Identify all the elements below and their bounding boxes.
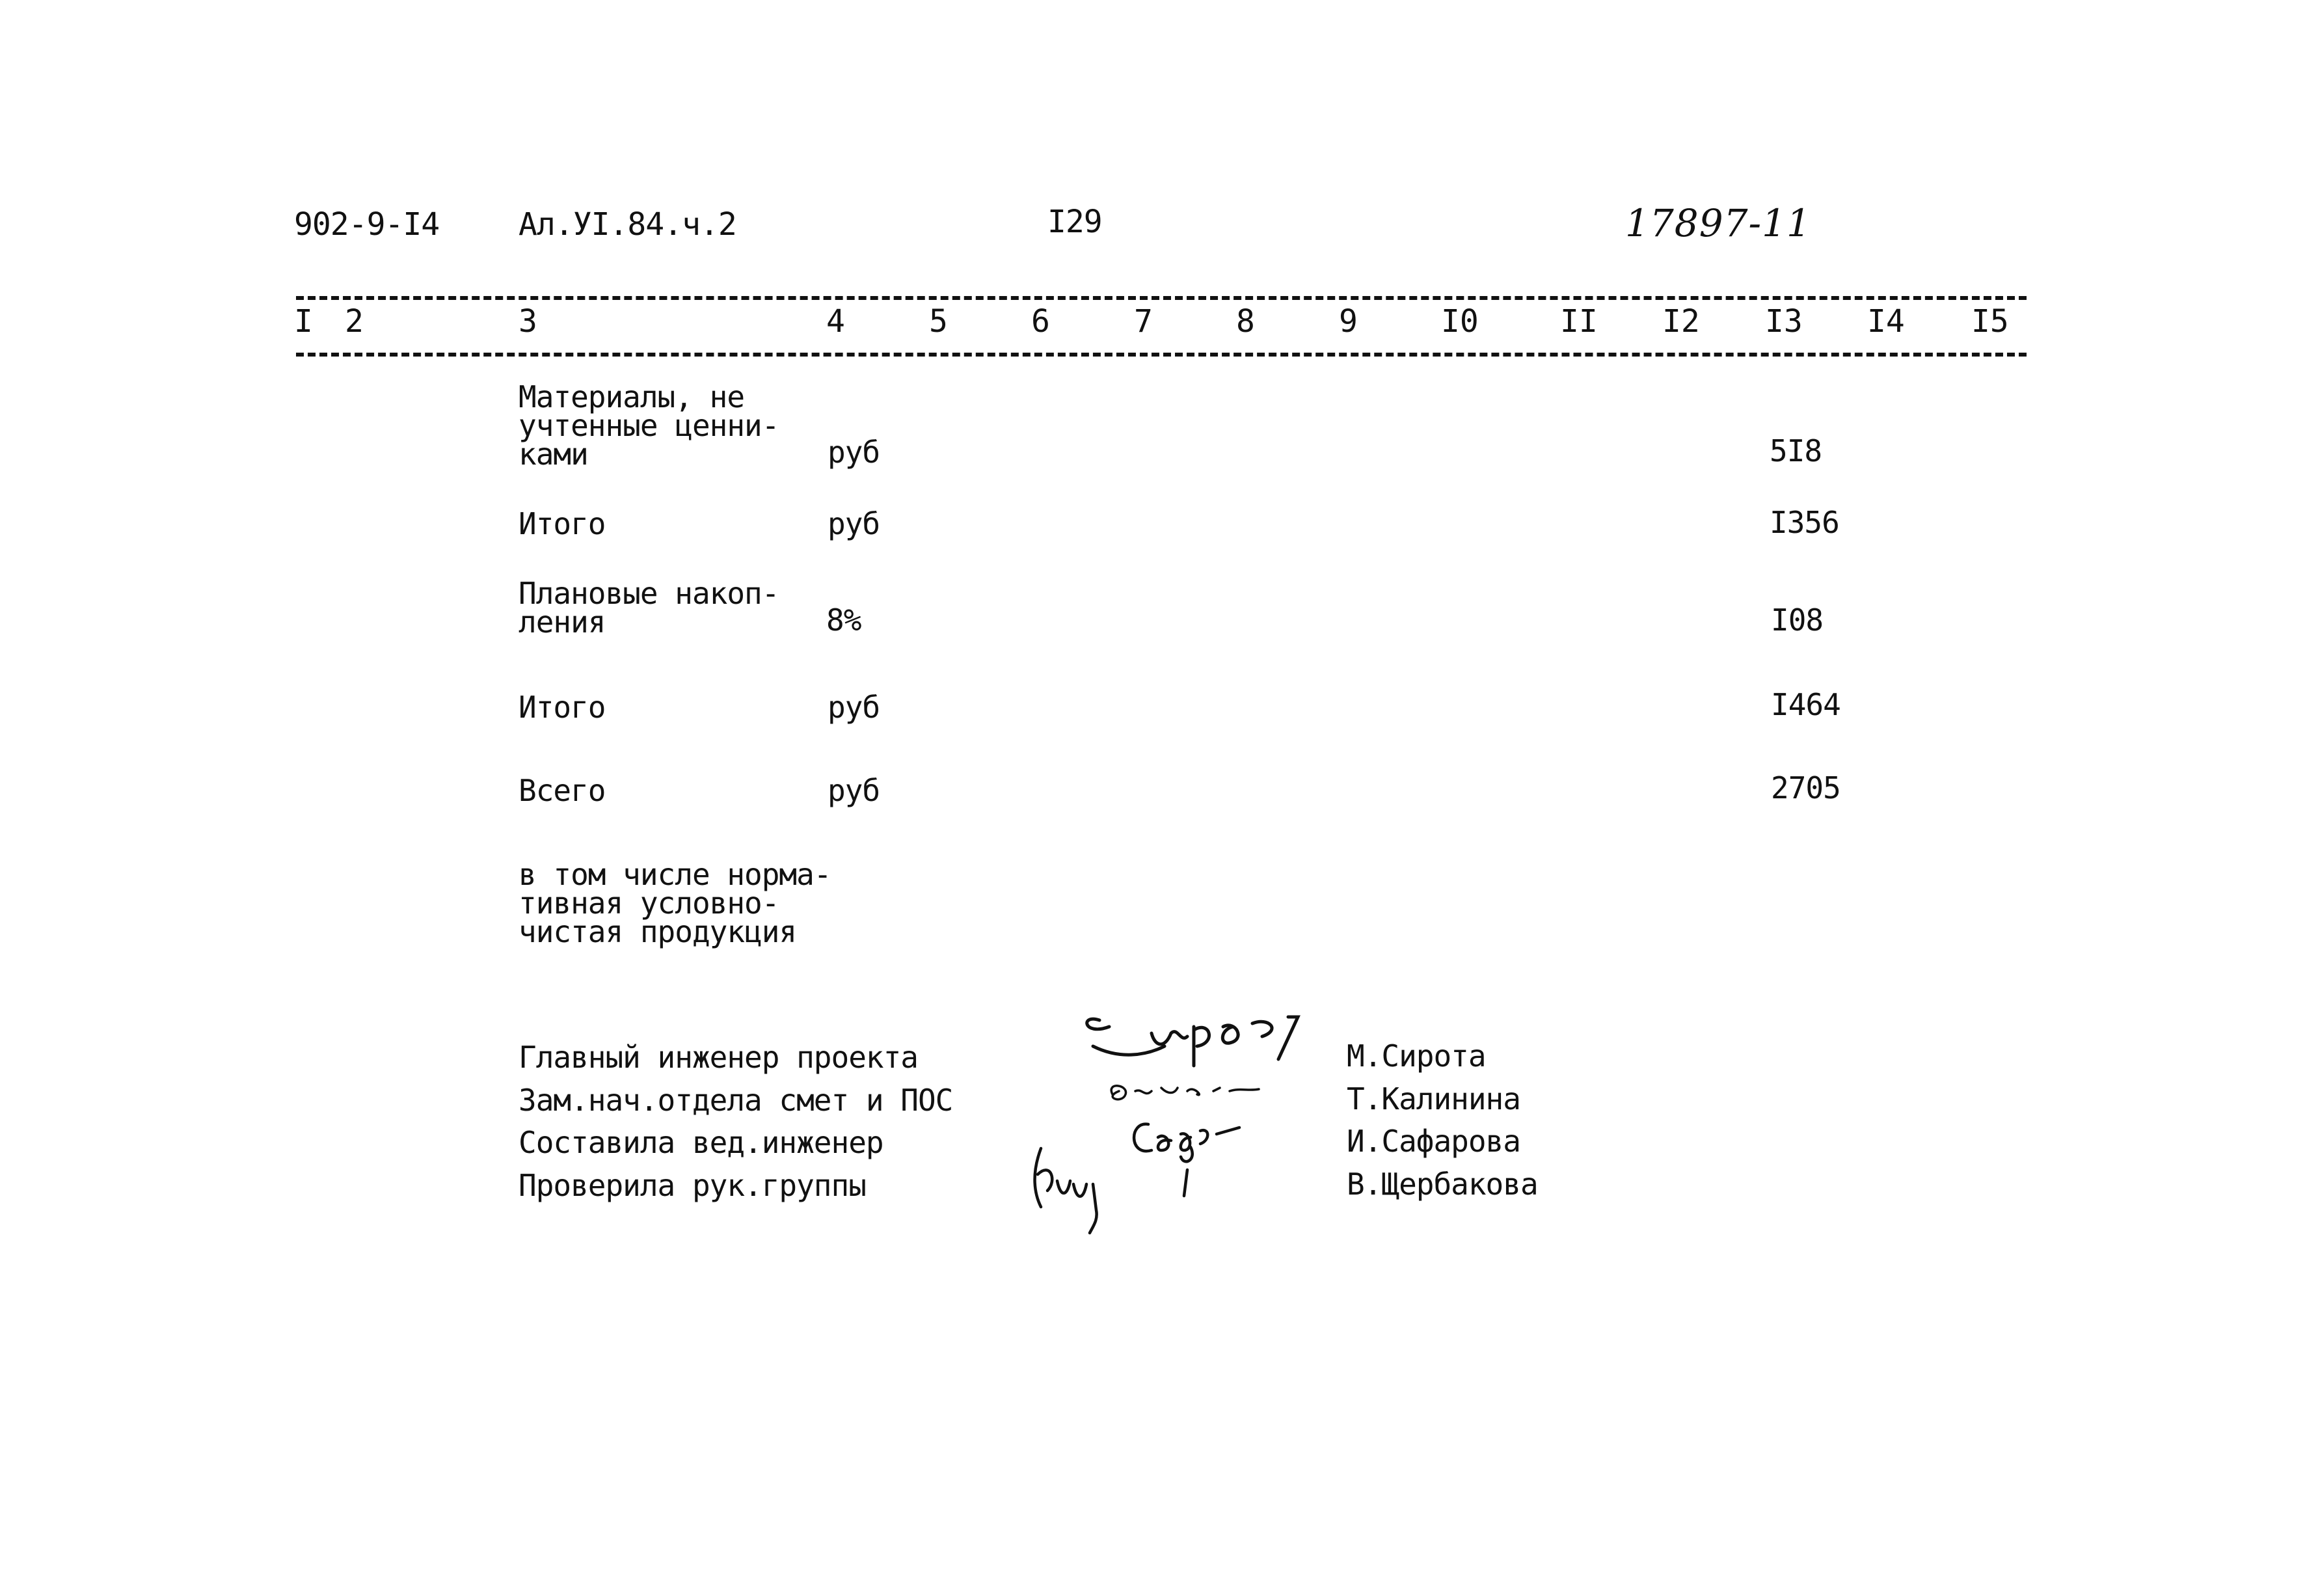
column-number: 3 <box>519 303 537 340</box>
document-number: 17897-11 <box>1625 201 1811 245</box>
signature-role: Составила вед.инженер <box>519 1125 883 1160</box>
column-number: I4 <box>1867 303 1905 340</box>
row-unit: руб <box>828 773 880 808</box>
signature-mark-kalinina <box>1099 1075 1269 1107</box>
column-number: 5 <box>929 303 948 340</box>
signature-name: И.Сафарова <box>1347 1124 1520 1159</box>
row-unit: 8% <box>826 602 861 638</box>
row-value: 2705 <box>1771 770 1840 805</box>
signature-role: Главный инженер проекта <box>519 1040 918 1075</box>
row-label-line: чистая продукция <box>519 914 797 949</box>
row-label-line: ления <box>519 604 606 640</box>
column-number: 2 <box>345 303 364 340</box>
column-number: 8 <box>1236 303 1255 340</box>
signature-name: В.Щербакова <box>1347 1167 1538 1202</box>
row-label-line: ками <box>519 437 588 472</box>
column-number: I5 <box>1971 303 2009 340</box>
signature-role: Проверила рук.группы <box>519 1168 866 1203</box>
row-unit: руб <box>828 506 880 541</box>
column-number: I <box>294 303 313 340</box>
row-label: Всего <box>519 773 606 808</box>
signature-name: Т.Калинина <box>1347 1081 1520 1116</box>
row-label-line: тивная условно- <box>519 886 779 921</box>
column-number: 4 <box>826 303 845 340</box>
page-number: I29 <box>1047 204 1102 240</box>
row-label <box>519 857 883 949</box>
row-value: I356 <box>1770 505 1839 540</box>
column-number: 7 <box>1134 303 1153 340</box>
row-label-line: в том числе норма- <box>519 857 831 892</box>
column-number: 6 <box>1031 303 1050 340</box>
signature-mark-shcherbakova <box>1021 1135 1132 1239</box>
row-unit: руб <box>828 690 880 725</box>
row-label-line: учтенные ценни- <box>519 408 779 443</box>
column-number: I2 <box>1662 303 1700 340</box>
project-code: 902-9-I4 <box>294 206 440 243</box>
album-reference: Ал.УI.84.ч.2 <box>519 206 736 243</box>
signature-mark-safarova <box>1119 1111 1262 1202</box>
row-label-line: Плановые накоп- <box>519 576 779 611</box>
row-label: Итого <box>519 690 606 725</box>
row-label: Итого <box>519 506 606 541</box>
signature-name: М.Сирота <box>1347 1038 1486 1074</box>
signature-role: Зам.нач.отдела смет и ПОС <box>519 1083 953 1118</box>
column-number: 9 <box>1339 303 1358 340</box>
row-unit: руб <box>828 435 880 470</box>
top-dashed-rule <box>296 296 2027 300</box>
column-number: I3 <box>1765 303 1803 340</box>
bottom-dashed-rule <box>296 353 2027 357</box>
signature-mark-sirota <box>1073 1007 1321 1085</box>
row-label-line: Материалы, не <box>519 379 745 414</box>
column-number: I0 <box>1441 303 1479 340</box>
row-value: I464 <box>1771 687 1840 722</box>
column-number: II <box>1560 303 1598 340</box>
row-value: 5I8 <box>1770 433 1822 468</box>
row-value: I08 <box>1771 602 1824 638</box>
